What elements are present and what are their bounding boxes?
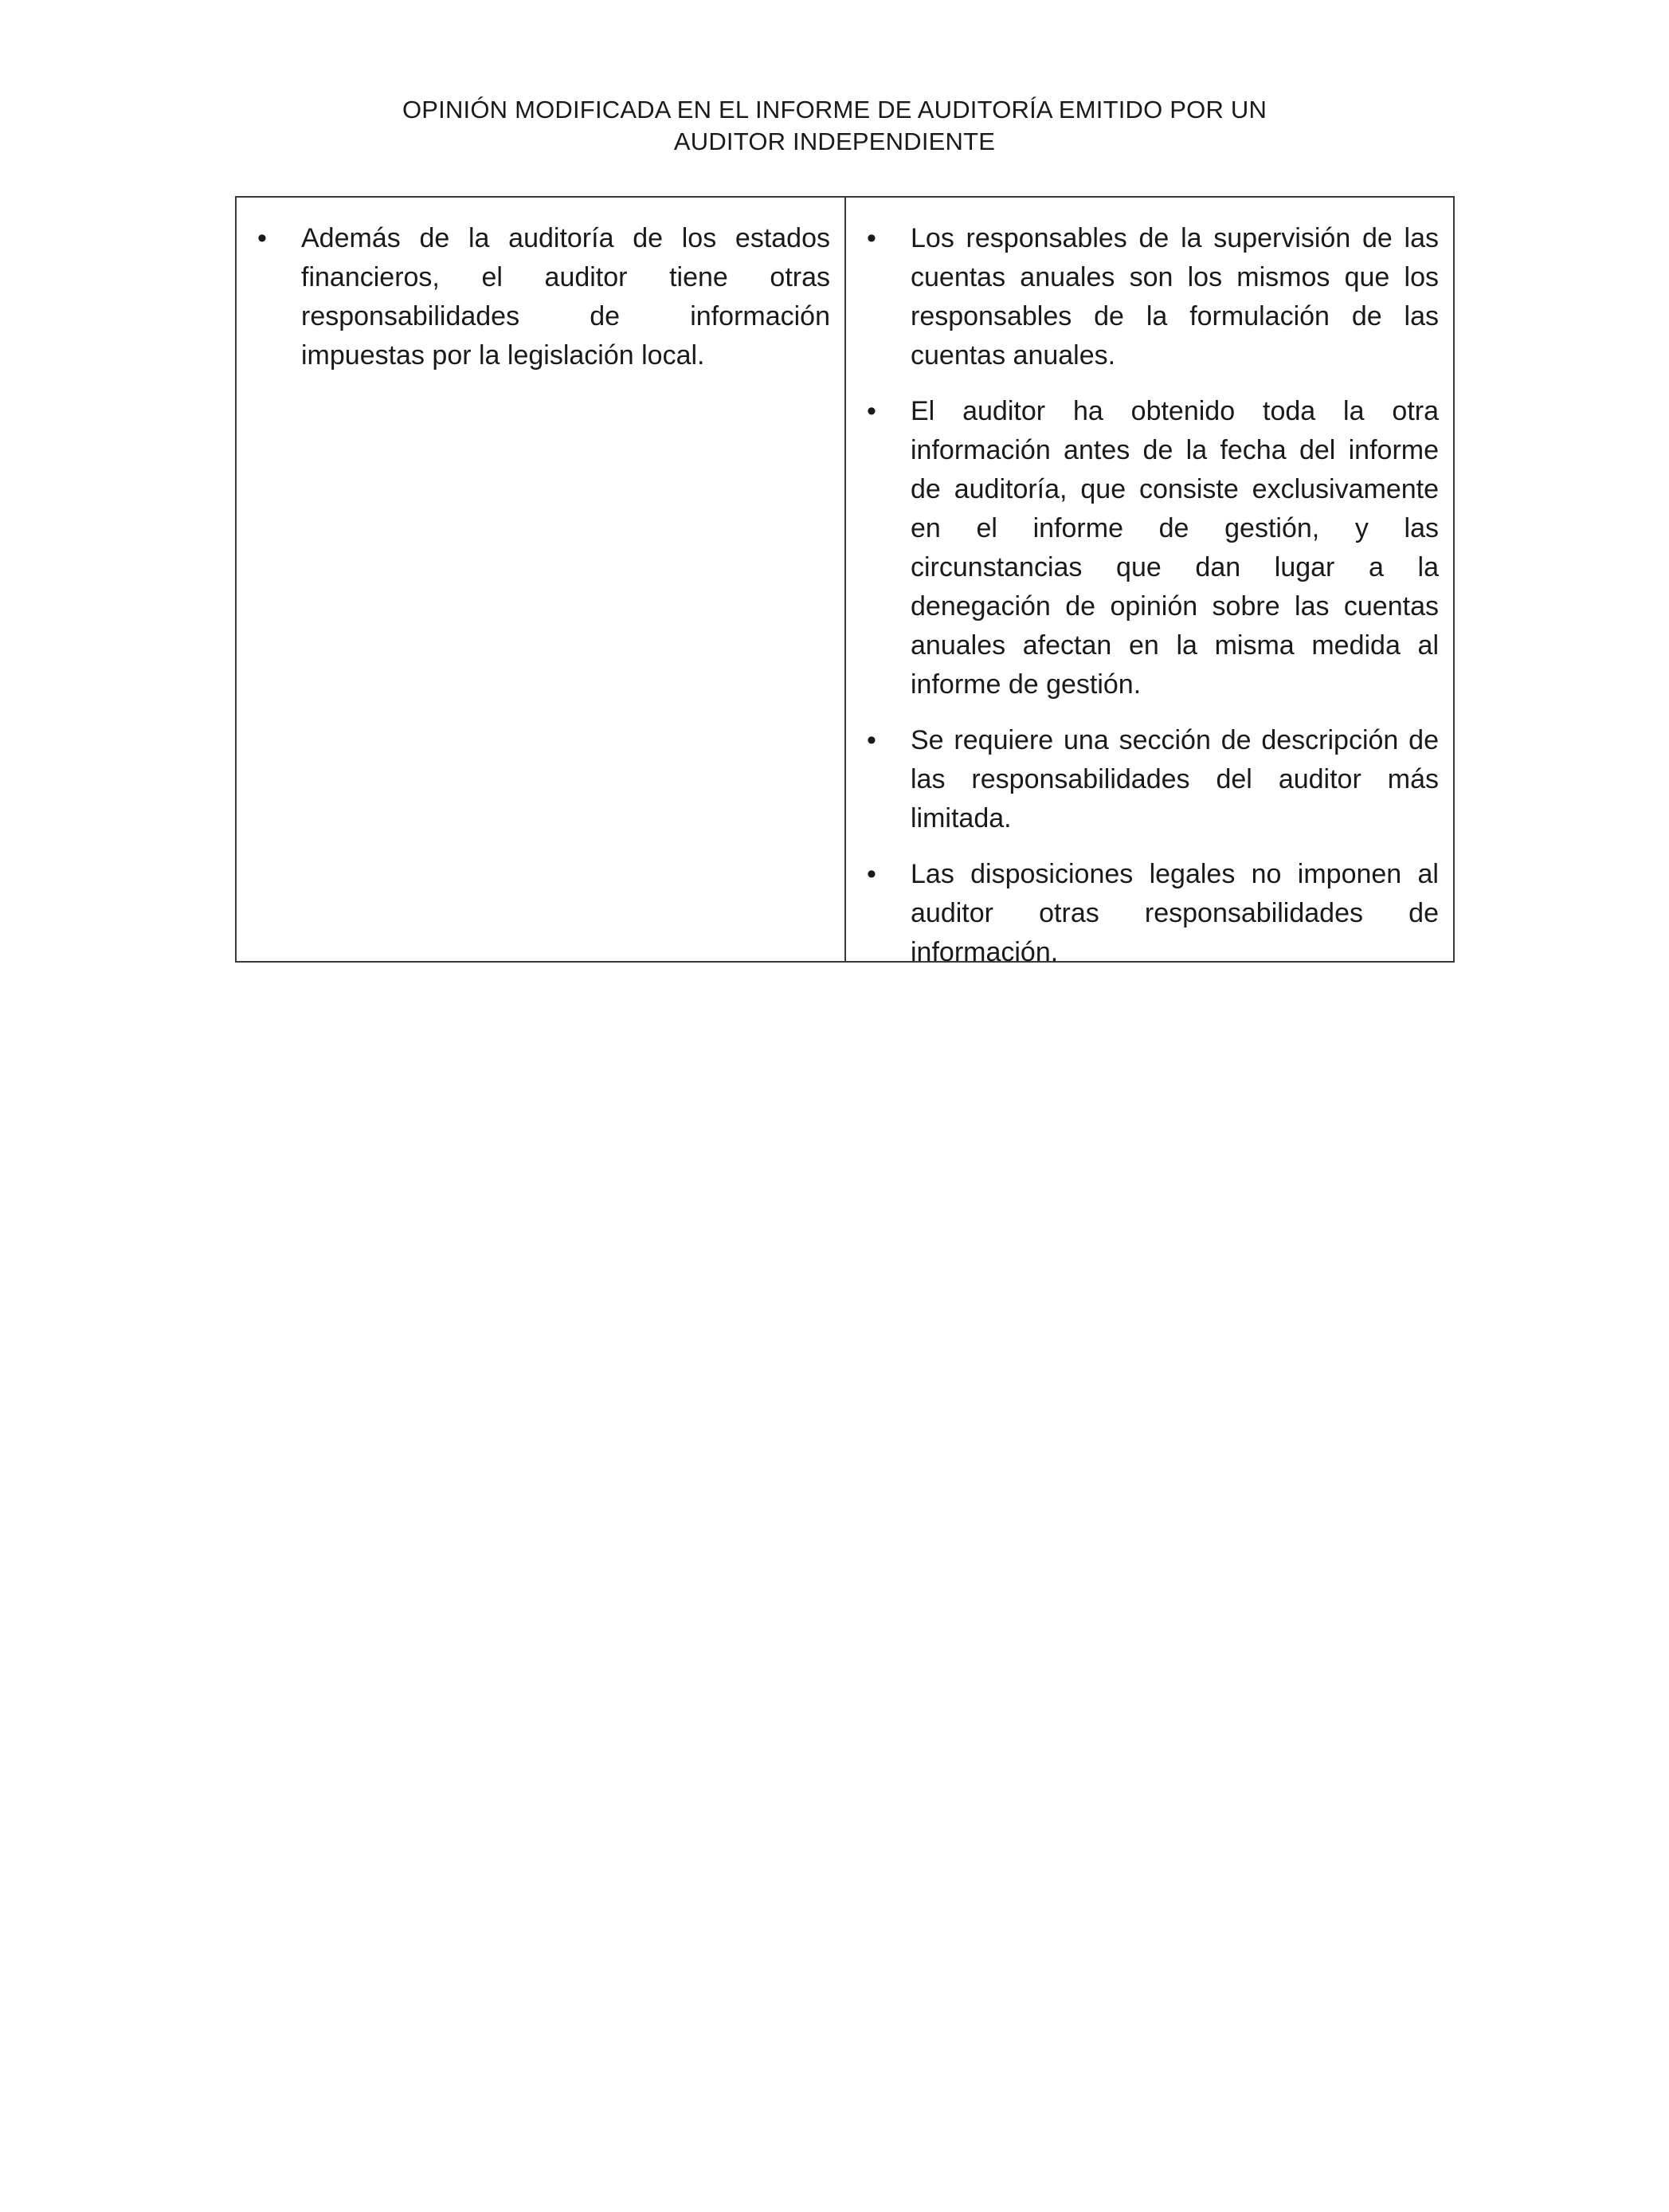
left-bullet-list: [251, 219, 830, 375]
page-title-line-2: AUDITOR INDEPENDIENTE: [673, 127, 996, 155]
list-item: [860, 219, 1439, 375]
right-column: [846, 198, 1453, 967]
bullet-icon: •: [867, 725, 876, 755]
page-title-line-1: OPINIÓN MODIFICADA EN EL INFORME DE AUDITORÍA EMITIDO POR UN: [402, 96, 1267, 124]
list-item: [860, 721, 1439, 838]
bullet-icon: •: [257, 223, 267, 253]
right-bullet-list: [860, 219, 1439, 972]
bullet-icon: •: [867, 223, 876, 253]
list-item-text: Se requiere una sección de descripción de las responsabilidades del auditor más limitada.: [911, 725, 1439, 833]
page-header: [0, 94, 1669, 158]
list-item: [860, 855, 1439, 972]
list-item-text: Además de la auditoría de los estados financieros, el auditor tiene otras responsabilidades de información impuestas por la legislación local.: [301, 223, 830, 371]
comparison-table: [235, 196, 1455, 967]
list-item-text: El auditor ha obtenido toda la otra información antes de la fecha del informe de auditoría, que consiste exclusivamente en el informe de gestión, y las circunstancias que dan lugar a la denegación de opinión sobre las cuentas anuales afectan en la misma medida al informe de gestión.: [911, 396, 1439, 700]
left-column: [237, 198, 846, 961]
list-item: [860, 392, 1439, 704]
list-item: [251, 219, 830, 375]
list-item-text: Los responsables de la supervisión de las cuentas anuales son los mismos que los responsables de la formulación de las cuentas anuales.: [911, 223, 1439, 371]
bullet-icon: •: [867, 396, 876, 426]
bullet-icon: •: [867, 859, 876, 889]
list-item-text: Las disposiciones legales no imponen al auditor otras responsabilidades de información.: [911, 859, 1439, 967]
